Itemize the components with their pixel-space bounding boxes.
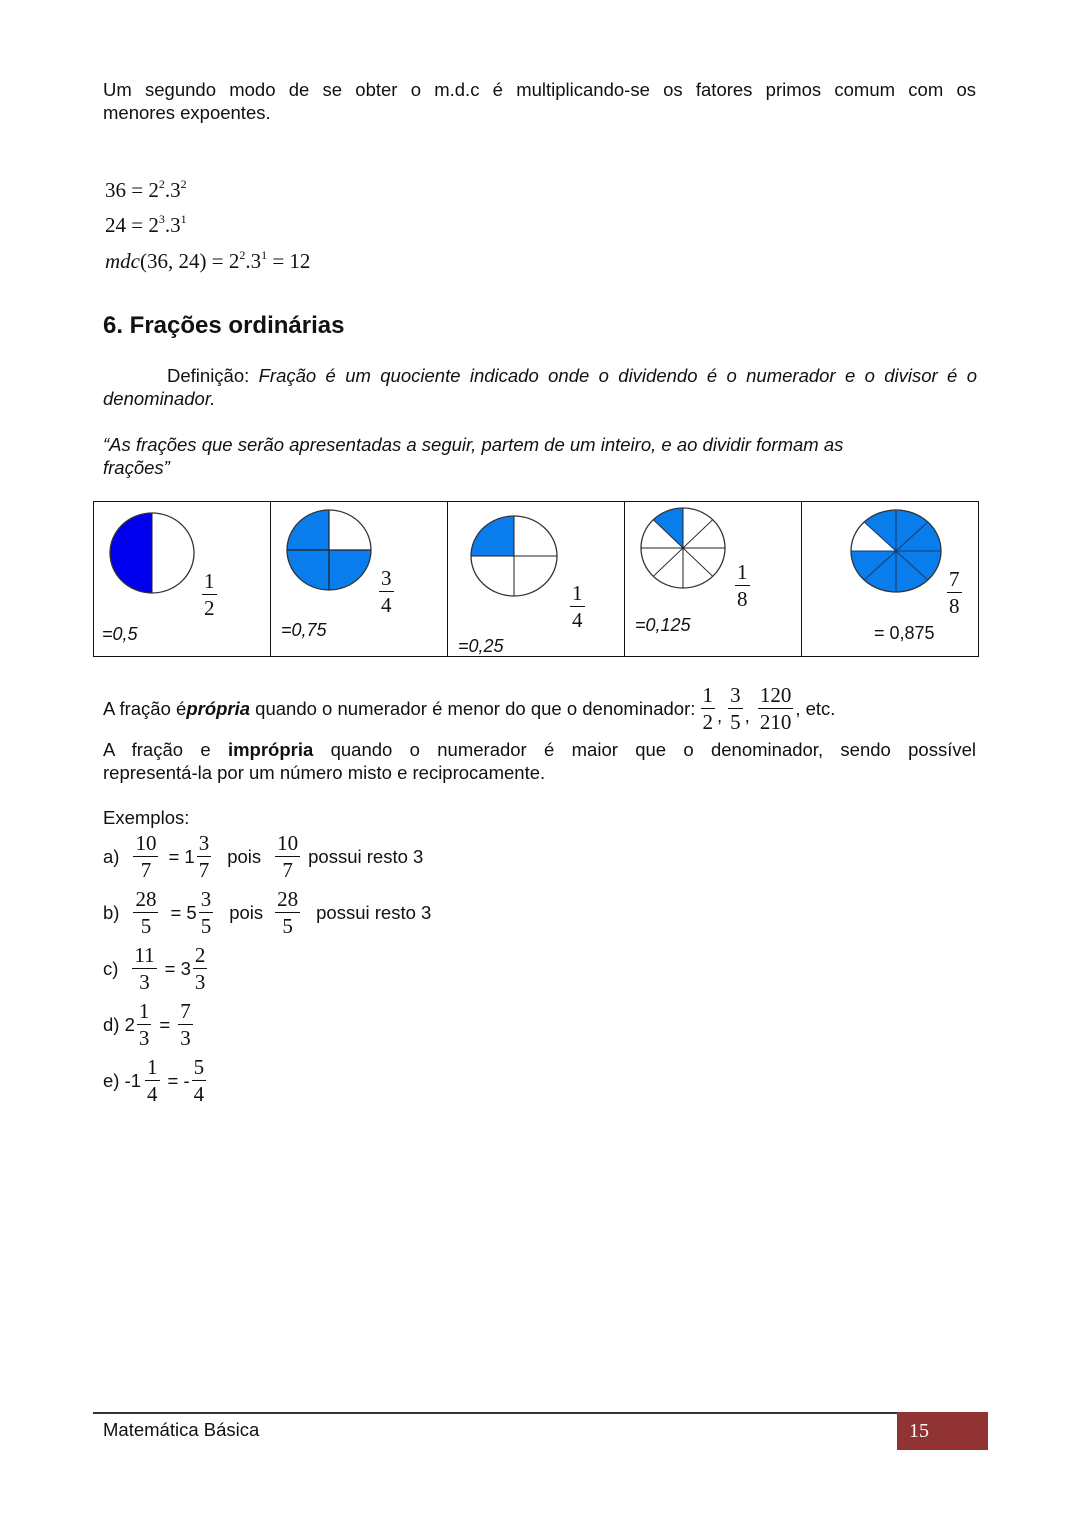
footer-title: Matemática Básica [103, 1419, 260, 1440]
example-a: a) $\frac{10}{7}$ = 1 $\frac{3}{7}$ pois $\frac{10}{7}$ possui resto 3 [103, 831, 424, 882]
example-d: d) 2 $\frac{1}{3}$ = $\frac{7}{3}$ [103, 999, 191, 1050]
example-fraction-1-2: $\frac{1}{2}$ [702, 683, 714, 734]
pie-seven-eighths-icon [849, 508, 943, 594]
fraction-cell-eighth [625, 502, 802, 656]
quote-line-1: “As frações que serão apresentadas a seguir, partem de um inteiro, e ao dividir formam as [103, 434, 844, 455]
fraction-3-4: $\frac{3}{4}$ [381, 566, 392, 617]
decimal-value: =0,125 [635, 615, 691, 635]
fraction-cell-half [94, 502, 271, 656]
decimal-value: = 0,875 [874, 623, 935, 643]
intro-line-1: Um segundo modo de se obter o m.d.c é multiplicando-se os fatores primos comum com os [103, 79, 976, 100]
equation-24: $24 = 2^3.3^1$ [105, 212, 187, 237]
section-title: 6. Frações ordinárias [103, 312, 345, 339]
fraction-7-8: $\frac{7}{8}$ [949, 567, 960, 618]
impropria-line-2: representá-la por um número misto e reciprocamente. [103, 762, 546, 783]
definition-line-1: Definição: Fração é um quociente indicado onde o dividendo é o numerador e o divisor é o [167, 365, 977, 386]
impropria-line-1: A fração e imprópria quando o numerador é maior que o denominador, sendo possível [103, 739, 976, 760]
example-b: b) $\frac{28}{5}$ = 5 $\frac{3}{5}$ pois $\frac{28}{5}$ possui resto 3 [103, 887, 432, 938]
pie-one-eighth-icon [639, 506, 727, 590]
equation-36: $36 = 2^2.3^2$ [105, 177, 187, 202]
decimal-value: =0,75 [281, 620, 327, 640]
fraction-cell-quarter [448, 502, 625, 656]
fraction-1-4: $\frac{1}{4}$ [572, 581, 583, 632]
definition-line-2: denominador. [103, 388, 216, 409]
pie-quarter-icon [469, 514, 559, 598]
example-fraction-120-210: $\frac{120}{210}$ [759, 683, 792, 734]
fraction-1-8: $\frac{1}{8}$ [737, 560, 748, 611]
example-e: e) -1 $\frac{1}{4}$ = - $\frac{5}{4}$ [103, 1055, 205, 1106]
footer-divider [93, 1412, 898, 1414]
fraction-1-2: $\frac{1}{2}$ [204, 569, 215, 620]
propria-line: A fração é própria quando o numerador é menor do que o denominador: $\frac{1}{2}$ , $\frac{3}{5}$ , $\frac{120}{210}$ , etc. [103, 683, 836, 734]
fraction-table [93, 501, 979, 657]
example-c: c) $\frac{11}{3}$ = 3 $\frac{2}{3}$ [103, 943, 206, 994]
equation-mdc: mdc(36, $24) = 2^2.3^1 = 12$ [105, 248, 311, 273]
example-fraction-3-5: $\frac{3}{5}$ [730, 683, 741, 734]
fraction-cell-three-quarters [271, 502, 448, 656]
quote-line-2: frações” [103, 457, 170, 478]
examples-title: Exemplos: [103, 807, 190, 828]
intro-line-2: menores expoentes. [103, 102, 271, 123]
fraction-cell-seven-eighths [802, 502, 978, 656]
pie-half-icon [107, 511, 197, 595]
decimal-value: =0,5 [102, 624, 138, 644]
pie-three-quarters-icon [285, 508, 373, 592]
decimal-value: =0,25 [458, 636, 504, 656]
page-number: 15 [897, 1412, 988, 1450]
